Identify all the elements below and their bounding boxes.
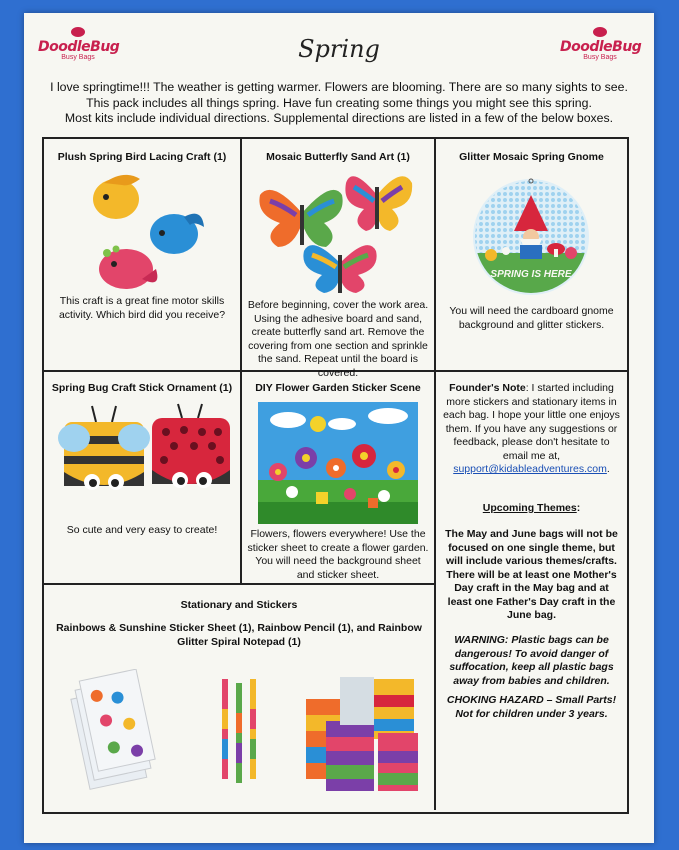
founders-note-text: : I started including more stickers and stationary items in each bag. I hope your little one enjoys them. If you have any suggestions or feedback, please don't hesitate to email me at, — [443, 382, 620, 462]
warning-text: WARNING: Plastic bags can be dangerous! To avoid danger of suffocation, keep all plastic bags away from babies and children. — [449, 634, 614, 687]
stationary-illustration — [44, 669, 434, 799]
bird-illustration — [44, 169, 240, 299]
support-email-link[interactable]: support@kidableadventures.com — [453, 463, 607, 475]
intro-line-1: I love springtime!!! The weather is getting warmer. Flowers are blooming. There are so many sights to see. — [50, 80, 628, 94]
cell-bird-lacing — [44, 139, 240, 370]
garden-illustration — [258, 402, 418, 524]
cell-title: Plush Spring Bird Lacing Craft (1) — [57, 151, 227, 163]
choking-hazard-text: CHOKING HAZARD – Small Parts! Not for children under 3 years. — [446, 694, 617, 720]
upcoming-themes-label: Upcoming Themes — [482, 502, 577, 514]
cell-text: So cute and very easy to create! — [66, 524, 218, 536]
logo-sub-right: Busy Bags — [583, 54, 617, 61]
cell-title: Stationary and Stickers — [180, 599, 298, 611]
cell-subtitle: Rainbows & Sunshine Sticker Sheet (1), Rainbow Pencil (1), and Rainbow Glitter Spiral Notepad (1) — [56, 622, 422, 648]
sidebar-notes — [436, 372, 627, 810]
cell-text: You will need the cardboard gnome background and glitter stickers. — [449, 305, 614, 331]
logo-sub-left: Busy Bags — [61, 54, 95, 61]
cell-title: Mosaic Butterfly Sand Art (1) — [266, 151, 410, 163]
kit-grid — [42, 137, 629, 814]
cell-bug-ornament — [44, 372, 240, 583]
cell-text: This craft is a great fine motor skills activity. Which bird did you receive? — [58, 295, 226, 321]
support-email-suffix: . — [606, 463, 610, 475]
cell-flower-garden — [242, 372, 434, 583]
logo-brand-left: DoodleBug — [38, 39, 120, 55]
upcoming-themes-text: The May and June bags will not be focused on one single theme, but will include various themes/crafts. There will be at least one Mother's Day craft in the May bag and at least one Father's Day craft in the June bag. — [445, 528, 618, 621]
cell-text: Flowers, flowers everywhere! Use the sticker sheet to create a flower garden. You will need the background sheet and sticker sheet. — [247, 528, 429, 581]
founders-note — [442, 382, 621, 477]
cell-glitter-gnome — [436, 139, 627, 370]
intro-line-3: Most kits include individual directions. Supplemental directions are listed in a few of the below boxes. — [64, 111, 614, 125]
cell-title: Spring Bug Craft Stick Ornament (1) — [51, 382, 233, 394]
upcoming-themes-heading — [442, 502, 621, 516]
upcoming-themes-colon: : — [576, 502, 581, 514]
cell-title: Glitter Mosaic Spring Gnome — [459, 151, 604, 163]
gnome-badge-text: SPRING IS HERE — [490, 269, 572, 280]
gnome-illustration — [436, 173, 627, 303]
cell-butterfly-sand-art — [242, 139, 434, 379]
cell-text: Before beginning, cover the work area. Using the adhesive board and sand, create butterfly sand art. Remove the covering from one section and sprinkle the sand. Repeat until the board is covered. — [247, 299, 429, 379]
butterfly-illustration — [242, 165, 434, 295]
intro-text — [32, 80, 646, 127]
logo-brand-right: DoodleBug — [560, 39, 642, 55]
intro-line-2: This pack includes all things spring. Have fun creating some things you might see this spring. — [86, 95, 592, 110]
bug-illustration — [44, 402, 240, 512]
page-title: Spring — [298, 35, 380, 63]
founders-note-label: Founder's Note — [449, 382, 526, 394]
handout-sheet — [24, 13, 654, 843]
cell-stationary-stickers — [44, 585, 434, 810]
cell-title: DIY Flower Garden Sticker Scene — [255, 382, 421, 394]
